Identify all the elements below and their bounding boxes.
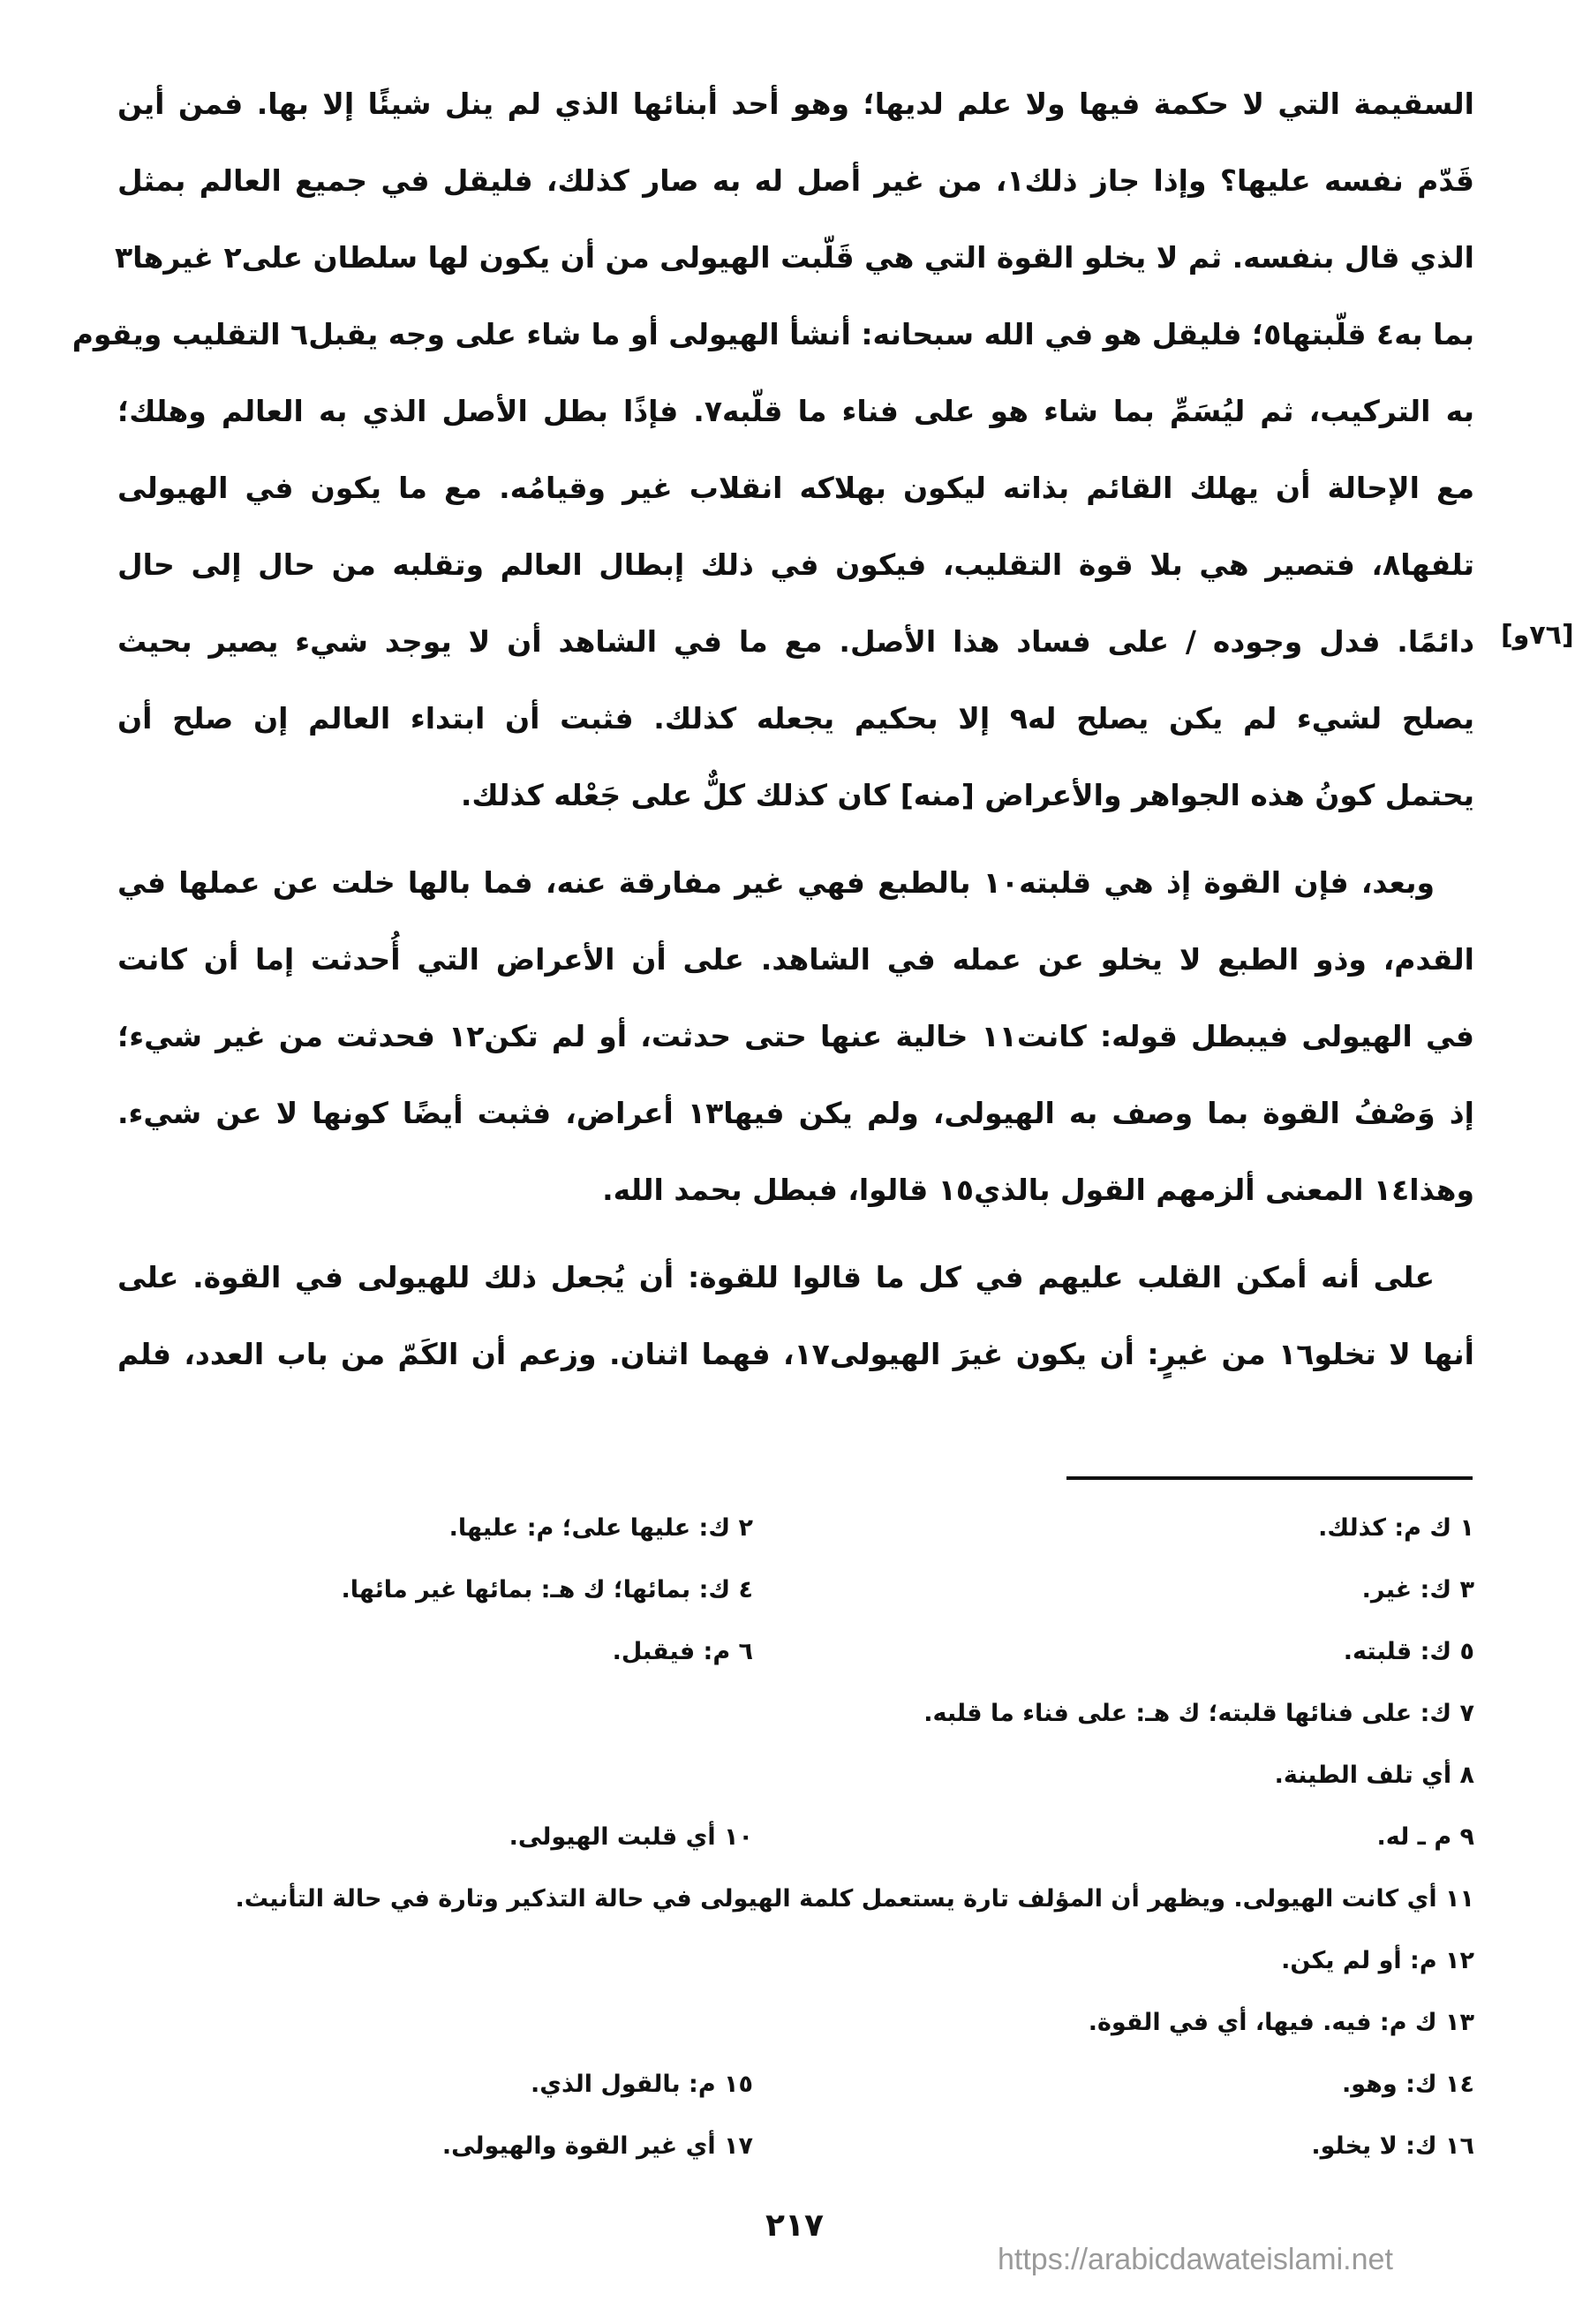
footnote: ٧ ك: على فنائها قلبته؛ ك هـ: على فناء ما قلبه. xyxy=(923,1700,1474,1727)
footnote: ٨ أي تلف الطينة. xyxy=(1274,1762,1474,1789)
text-line: في الهيولى فيبطل قوله: كانت١١ خالية عنها حتى حدثت، أو لم تكن١٢ فحدثت من غير شيء؛ xyxy=(117,1019,1474,1053)
main-text xyxy=(72,65,1474,1392)
footnote: ١٦ ك: لا يخلو. xyxy=(1311,2132,1474,2160)
manuscript-folio-note: [٧٦و] xyxy=(1501,620,1574,651)
footnote-row xyxy=(117,1501,1474,1563)
text-line: يصلح لشيء لم يكن يصلح له٩ إلا بحكيم يجعله كذلك. فثبت أن ابتداء العالم إن صلح أن xyxy=(117,701,1474,736)
footnote-row xyxy=(117,2119,1474,2181)
footnote: ٦ م: فيقبل. xyxy=(612,1638,753,1665)
footnote: ٩ م ـ له. xyxy=(1376,1823,1474,1851)
footnote-row xyxy=(117,1686,1474,1748)
text-line: أنها لا تخلو١٦ من غيرٍ: أن يكون غيرَ الهيولى١٧، فهما اثنان. وزعم أن الكَمّ من باب العدد، فلم xyxy=(117,1337,1474,1371)
footnote-row xyxy=(117,1625,1474,1686)
text-line: السقيمة التي لا حكمة فيها ولا علم لديها؛ وهو أحد أبنائها الذي لم ينل شيئًا إلا بها. فمن أين xyxy=(117,87,1474,121)
text-line: بما به٤ قلّبتها٥؛ فليقل هو في الله سبحانه: أنشأ الهيولى أو ما شاء على وجه يقبل٦ التقليب ويقوم xyxy=(72,317,1474,351)
footnote: ١٥ م: بالقول الذي. xyxy=(531,2071,753,2098)
footnotes xyxy=(117,1501,1474,2181)
text-line: به التركيب، ثم ليُسَمِّ بما شاء هو على فناء ما قلّبه٧. فإذًا بطل الأصل الذي به العالم وهلك؛ xyxy=(117,394,1474,428)
footnote: ٣ ك: غير. xyxy=(1361,1576,1474,1603)
footnote-row xyxy=(117,2057,1474,2119)
text-line: على أنه أمكن القلب عليهم في كل ما قالوا للقوة: أن يُجعل ذلك للهيولى في القوة. على xyxy=(117,1260,1435,1294)
text-line: يحتمل كونُ هذه الجواهر والأعراض [منه] كان كذلك كلٌّ على جَعْله كذلك. xyxy=(460,778,1474,812)
footnote: ١ ك م: كذلك. xyxy=(1318,1514,1474,1542)
watermark-url: https://arabicdawateislami.net xyxy=(998,2243,1393,2276)
footnote-row xyxy=(117,1810,1474,1872)
text-line: إذ وَصْفُ القوة بما وصف به الهيولى، ولم يكن فيها١٣ أعراض، فثبت أيضًا كونها لا عن شيء. xyxy=(117,1096,1474,1130)
footnote: ١٤ ك: وهو. xyxy=(1342,2071,1474,2098)
footnote: ١٢ م: أو لم يكن. xyxy=(1281,1947,1474,1974)
text-line: الذي قال بنفسه. ثم لا يخلو القوة التي هي قَلّبت الهيولى من أن يكون لها سلطان على٢ غيرها٣ xyxy=(114,240,1474,275)
footnote: ١٠ أي قلبت الهيولى. xyxy=(509,1823,753,1851)
footnote-row xyxy=(117,1996,1474,2057)
footnote: ١٣ ك م: فيه. فيها، أي في القوة. xyxy=(1088,2009,1474,2036)
paragraph-1 xyxy=(72,65,1474,834)
footnote: ٢ ك: عليها على؛ م: عليها. xyxy=(448,1514,753,1542)
text-line: تلفها٨، فتصير هي بلا قوة التقليب، فيكون في ذلك إبطال العالم وتقلبه من حال إلى حال xyxy=(117,547,1474,582)
text-line: وبعد، فإن القوة إذ هي قلبته١٠ بالطبع فهي غير مفارقة عنه، فما بالها خلت عن عملها في xyxy=(117,865,1435,900)
footnote: ١١ أي كانت الهيولى. ويظهر أن المؤلف تارة يستعمل كلمة الهيولى في حالة التذكير وتارة في حالة التأنيث. xyxy=(235,1885,1474,1913)
footnote-row xyxy=(117,1748,1474,1810)
footnote: ١٧ أي غير القوة والهيولى. xyxy=(441,2132,753,2160)
text-line: مع الإحالة أن يهلك القائم بذاته ليكون بهلاكه انقلاب غير وقيامُه. مع ما يكون في الهيولى xyxy=(117,471,1474,505)
footnote-row xyxy=(117,1934,1474,1996)
footnote-separator xyxy=(1066,1476,1473,1480)
text-line: القدم، وذو الطبع لا يخلو عن عمله في الشاهد. على أن الأعراض التي أُحدثت إما أن كانت xyxy=(117,942,1474,977)
text-line: قَدّم نفسه عليها؟ وإذا جاز ذلك١، من غير أصل له به صار كذلك، فليقل في جميع العالم بمثل xyxy=(117,163,1474,198)
paragraph-2 xyxy=(117,844,1474,1228)
footnote: ٥ ك: قلبته. xyxy=(1343,1638,1474,1665)
footnote-row xyxy=(117,1563,1474,1625)
text-line: دائمًا. فدل وجوده / على فساد هذا الأصل. مع ما في الشاهد أن لا يوجد شيء يصير بحيث xyxy=(117,624,1474,659)
page-number: ٢١٧ xyxy=(765,2207,824,2244)
footnote-row xyxy=(117,1872,1474,1934)
footnote: ٤ ك: بمائها؛ ك هـ: بمائها غير مائها. xyxy=(341,1576,753,1603)
paragraph-3 xyxy=(117,1239,1474,1392)
text-line: وهذا١٤ المعنى ألزمهم القول بالذي١٥ قالوا، فبطل بحمد الله. xyxy=(602,1173,1474,1207)
